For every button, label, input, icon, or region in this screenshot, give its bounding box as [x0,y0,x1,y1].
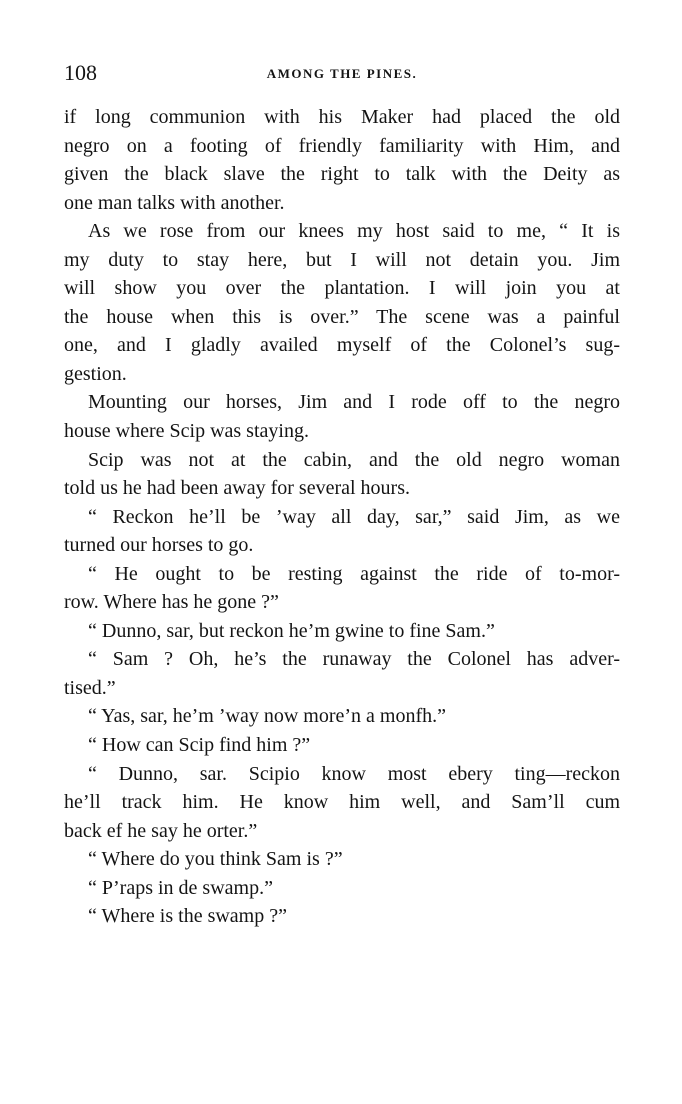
text-line: “ Dunno, sar. Scipio know most ebery ting—reckon [88,762,620,785]
text-line: negro on a footing of friendly familiarity with Him, and [64,134,620,157]
text-line: the house when this is over.” The scene was a painful [64,305,620,328]
text-line: house where Scip was staying. [64,420,309,443]
text-line: As we rose from our knees my host said to me, “ It is [88,220,620,243]
text-line: if long communion with his Maker had placed the old [64,106,620,128]
text-line: one, and I gladly availed myself of the Colonel’s sug- [64,334,620,357]
text-line: turned our horses to go. [64,534,254,557]
text-line: “ P’raps in de swamp.” [88,876,273,899]
text-line: “ Yas, sar, he’m ’way now more’n a monfh.” [88,705,446,728]
running-title: AMONG THE PINES. [266,66,418,81]
text-line: “ Where is the swamp ?” [88,905,287,928]
page-header [64,58,620,88]
body-text [64,103,620,931]
text-line: Mounting our horses, Jim and I rode off to the negro [88,391,620,414]
text-line: “ Reckon he’ll be ’way all day, sar,” said Jim, as we [88,505,620,528]
text-line: “ Dunno, sar, but reckon he’m gwine to fine Sam.” [88,619,495,642]
text-line: my duty to stay here, but I will not detain you. Jim [64,248,620,271]
text-line: “ Where do you think Sam is ?” [88,848,343,871]
text-line: told us he had been away for several hours. [64,477,410,500]
page-number: 108 [64,60,97,85]
text-line: he’ll track him. He know him well, and Sam’ll cum [64,791,620,814]
text-line: back ef he say he orter.” [64,819,258,842]
text-line: gestion. [64,362,127,385]
text-line: given the black slave the right to talk with the Deity as [64,163,620,186]
text-line: tised.” [64,676,116,699]
text-line: row. Where has he gone ?” [64,591,279,614]
text-line: will show you over the plantation. I will join you at [64,277,620,300]
text-line: one man talks with another. [64,191,285,214]
text-line: “ He ought to be resting against the ride of to-mor- [88,562,620,585]
text-line: “ Sam ? Oh, he’s the runaway the Colonel has adver- [88,648,620,671]
text-line: “ How can Scip find him ?” [88,734,311,757]
text-line: Scip was not at the cabin, and the old negro woman [88,448,620,471]
